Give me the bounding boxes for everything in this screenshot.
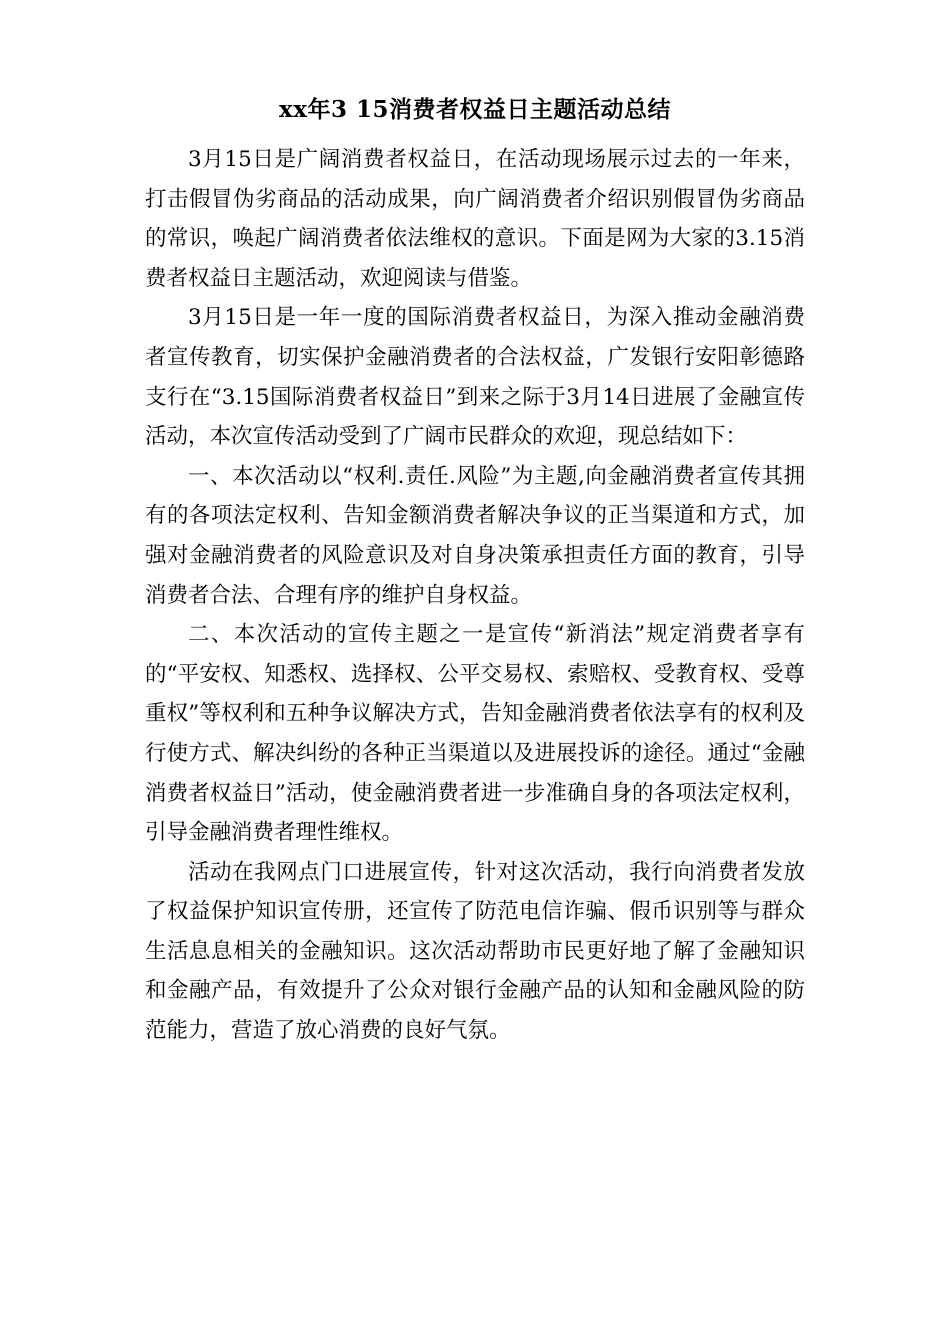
paragraph-event-overview: 3月15日是一年一度的国际消费者权益日，为深入推动金融消费者宣传教育，切实保护金融消费者的合法权益，广发银行安阳彰德路支行在“3.15国际消费者权益日”到来之际于3月14日进展了金融宣传活动，本次宣传活动受到了广阔市民群众的欢迎，现总结如下： <box>145 305 805 450</box>
document-body <box>145 140 805 1051</box>
document-title: xx年3 15消费者权益日主题活动总结 <box>279 96 671 123</box>
paragraph-activity-result: 活动在我网点门口进展宣传，针对这次活动，我行向消费者发放了权益保护知识宣传册，还宣传了防范电信诈骗、假币识别等与群众生活息息相关的金融知识。这次活动帮助市民更好地了解了金融知识和金融产品，有效提升了公众对银行金融产品的认知和金融风险的防范能力，营造了放心消费的良好气氛。 <box>145 859 805 1044</box>
paragraph-theme-two: 二、本次活动的宣传主题之一是宣传“新消法”规定消费者享有的“平安权、知悉权、选择权、公平交易权、索赔权、受教育权、受尊重权”等权利和五种争议解决方式，告知金融消费者依法享有的权利及行使方式、解决纠纷的各种正当渠道以及进展投诉的途径。通过“金融消费者权益日”活动，使金融消费者进一步准确自身的各项法定权利，引导金融消费者理性维权。 <box>145 622 805 846</box>
paragraph-intro: 3月15日是广阔消费者权益日，在活动现场展示过去的一年来，打击假冒伪劣商品的活动成果，向广阔消费者介绍识别假冒伪劣商品的常识，唤起广阔消费者依法维权的意识。下面是网为大家的3.15消费者权益日主题活动，欢迎阅读与借鉴。 <box>145 147 805 291</box>
paragraph-theme-one: 一、本次活动以“权利.责任.风险”为主题,向金融消费者宣传其拥有的各项法定权利、告知金额消费者解决争议的正当渠道和方式，加强对金融消费者的风险意识及对自身决策承担责任方面的教育，引导消费者合法、合理有序的维护自身权益。 <box>145 463 805 608</box>
